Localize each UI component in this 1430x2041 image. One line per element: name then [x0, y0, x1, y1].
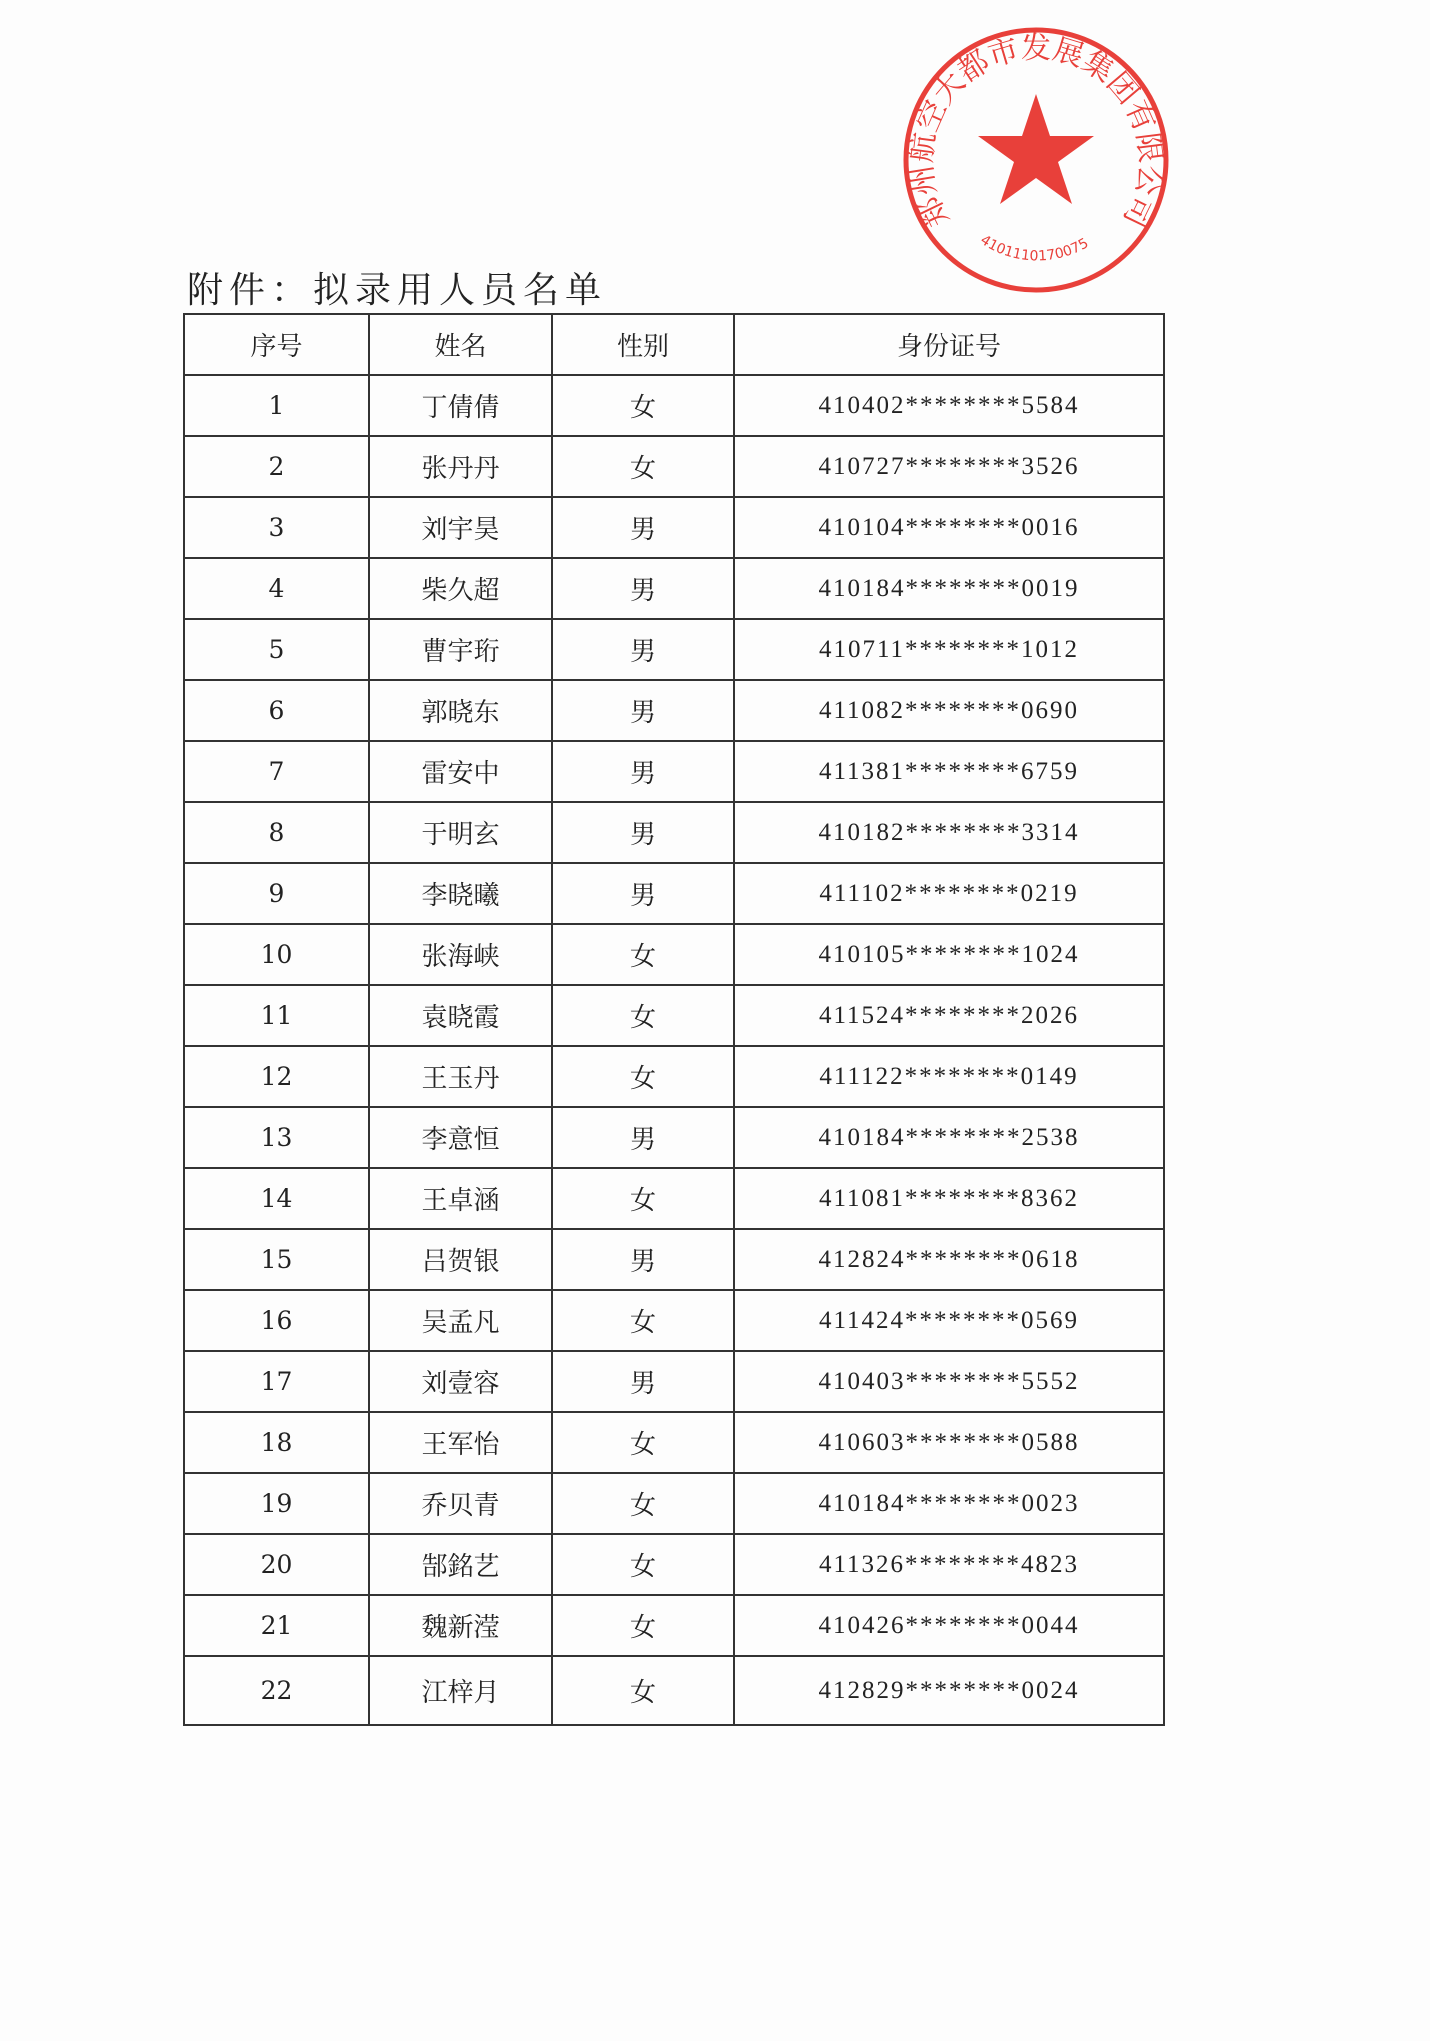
row-number: 21	[184, 1595, 369, 1656]
row-gender: 女	[552, 436, 734, 497]
row-id-number: 411381********6759	[734, 741, 1164, 802]
row-number: 22	[184, 1656, 369, 1725]
row-number: 1	[184, 375, 369, 436]
row-number: 15	[184, 1229, 369, 1290]
row-id-number: 411122********0149	[734, 1046, 1164, 1107]
row-id-number: 410403********5552	[734, 1351, 1164, 1412]
row-number: 16	[184, 1290, 369, 1351]
svg-text:4101110170075	[977, 232, 1091, 264]
row-id-number: 410184********0019	[734, 558, 1164, 619]
row-id-number: 412829********0024	[734, 1656, 1164, 1725]
row-name: 曹宇珩	[369, 619, 552, 680]
row-id-number: 410184********2538	[734, 1107, 1164, 1168]
star-icon	[978, 94, 1094, 204]
row-gender: 男	[552, 741, 734, 802]
row-name: 丁倩倩	[369, 375, 552, 436]
company-seal	[900, 24, 1172, 296]
row-name: 张海峡	[369, 924, 552, 985]
table-row	[184, 802, 1164, 863]
header-name: 姓名	[369, 314, 552, 375]
table-row	[184, 1534, 1164, 1595]
row-id-number: 411081********8362	[734, 1168, 1164, 1229]
row-name: 吴孟凡	[369, 1290, 552, 1351]
row-id-number: 410184********0023	[734, 1473, 1164, 1534]
header-number: 序号	[184, 314, 369, 375]
row-gender: 女	[552, 1473, 734, 1534]
row-id-number: 411326********4823	[734, 1534, 1164, 1595]
row-gender: 男	[552, 497, 734, 558]
row-id-number: 410105********1024	[734, 924, 1164, 985]
row-number: 11	[184, 985, 369, 1046]
row-number: 10	[184, 924, 369, 985]
candidate-table	[183, 313, 1165, 1726]
table-row	[184, 497, 1164, 558]
table-row	[184, 1107, 1164, 1168]
row-number: 17	[184, 1351, 369, 1412]
row-name: 于明玄	[369, 802, 552, 863]
table-row	[184, 741, 1164, 802]
row-gender: 男	[552, 619, 734, 680]
table-row	[184, 375, 1164, 436]
header-gender: 性别	[552, 314, 734, 375]
row-name: 王玉丹	[369, 1046, 552, 1107]
row-gender: 女	[552, 1412, 734, 1473]
seal-code: 4101110170075	[977, 232, 1092, 265]
row-gender: 男	[552, 1107, 734, 1168]
row-id-number: 411524********2026	[734, 985, 1164, 1046]
row-name: 刘壹容	[369, 1351, 552, 1412]
row-name: 王卓涵	[369, 1168, 552, 1229]
row-number: 9	[184, 863, 369, 924]
row-name: 吕贺银	[369, 1229, 552, 1290]
table-header-row	[184, 314, 1164, 375]
row-gender: 女	[552, 1290, 734, 1351]
row-number: 20	[184, 1534, 369, 1595]
table-row	[184, 436, 1164, 497]
header-id-number: 身份证号	[734, 314, 1164, 375]
row-gender: 女	[552, 1534, 734, 1595]
row-name: 江梓月	[369, 1656, 552, 1725]
row-id-number: 410603********0588	[734, 1412, 1164, 1473]
table-row	[184, 924, 1164, 985]
row-number: 12	[184, 1046, 369, 1107]
row-name: 雷安中	[369, 741, 552, 802]
table-row	[184, 1412, 1164, 1473]
seal-ring	[906, 30, 1166, 290]
row-name: 刘宇昊	[369, 497, 552, 558]
row-name: 乔贝青	[369, 1473, 552, 1534]
row-gender: 男	[552, 558, 734, 619]
row-number: 18	[184, 1412, 369, 1473]
row-id-number: 410182********3314	[734, 802, 1164, 863]
table-row	[184, 1656, 1164, 1725]
table-row	[184, 558, 1164, 619]
row-number: 6	[184, 680, 369, 741]
row-name: 魏新滢	[369, 1595, 552, 1656]
row-id-number: 411082********0690	[734, 680, 1164, 741]
row-id-number: 410426********0044	[734, 1595, 1164, 1656]
row-number: 13	[184, 1107, 369, 1168]
row-gender: 女	[552, 1595, 734, 1656]
row-name: 李意恒	[369, 1107, 552, 1168]
row-number: 14	[184, 1168, 369, 1229]
row-number: 3	[184, 497, 369, 558]
row-number: 4	[184, 558, 369, 619]
row-id-number: 410711********1012	[734, 619, 1164, 680]
table-row	[184, 1290, 1164, 1351]
table-row	[184, 1473, 1164, 1534]
row-name: 王军怡	[369, 1412, 552, 1473]
row-name: 柴久超	[369, 558, 552, 619]
row-number: 19	[184, 1473, 369, 1534]
row-id-number: 410402********5584	[734, 375, 1164, 436]
row-gender: 女	[552, 1656, 734, 1725]
table-row	[184, 1168, 1164, 1229]
row-gender: 男	[552, 680, 734, 741]
table-row	[184, 1229, 1164, 1290]
row-id-number: 410104********0016	[734, 497, 1164, 558]
row-gender: 女	[552, 1168, 734, 1229]
row-gender: 女	[552, 924, 734, 985]
row-number: 5	[184, 619, 369, 680]
row-name: 郭晓东	[369, 680, 552, 741]
row-id-number: 412824********0618	[734, 1229, 1164, 1290]
row-id-number: 411424********0569	[734, 1290, 1164, 1351]
row-name: 袁晓霞	[369, 985, 552, 1046]
table-row	[184, 985, 1164, 1046]
row-id-number: 411102********0219	[734, 863, 1164, 924]
row-gender: 男	[552, 802, 734, 863]
row-number: 7	[184, 741, 369, 802]
row-gender: 男	[552, 1229, 734, 1290]
row-gender: 女	[552, 985, 734, 1046]
svg-text:郑州航空大都市发展集团有限公司	[904, 31, 1168, 233]
row-name: 李晓曦	[369, 863, 552, 924]
table-row	[184, 1595, 1164, 1656]
row-name: 郜銘艺	[369, 1534, 552, 1595]
table-row	[184, 680, 1164, 741]
table-row	[184, 1046, 1164, 1107]
row-gender: 男	[552, 863, 734, 924]
row-gender: 女	[552, 375, 734, 436]
row-number: 8	[184, 802, 369, 863]
seal-text: 郑州航空大都市发展集团有限公司	[904, 30, 1168, 233]
page-title: 附件：拟录用人员名单	[187, 270, 608, 311]
row-gender: 男	[552, 1351, 734, 1412]
row-name: 张丹丹	[369, 436, 552, 497]
table-row	[184, 863, 1164, 924]
table-row	[184, 1351, 1164, 1412]
row-gender: 女	[552, 1046, 734, 1107]
row-id-number: 410727********3526	[734, 436, 1164, 497]
row-number: 2	[184, 436, 369, 497]
table-row	[184, 619, 1164, 680]
